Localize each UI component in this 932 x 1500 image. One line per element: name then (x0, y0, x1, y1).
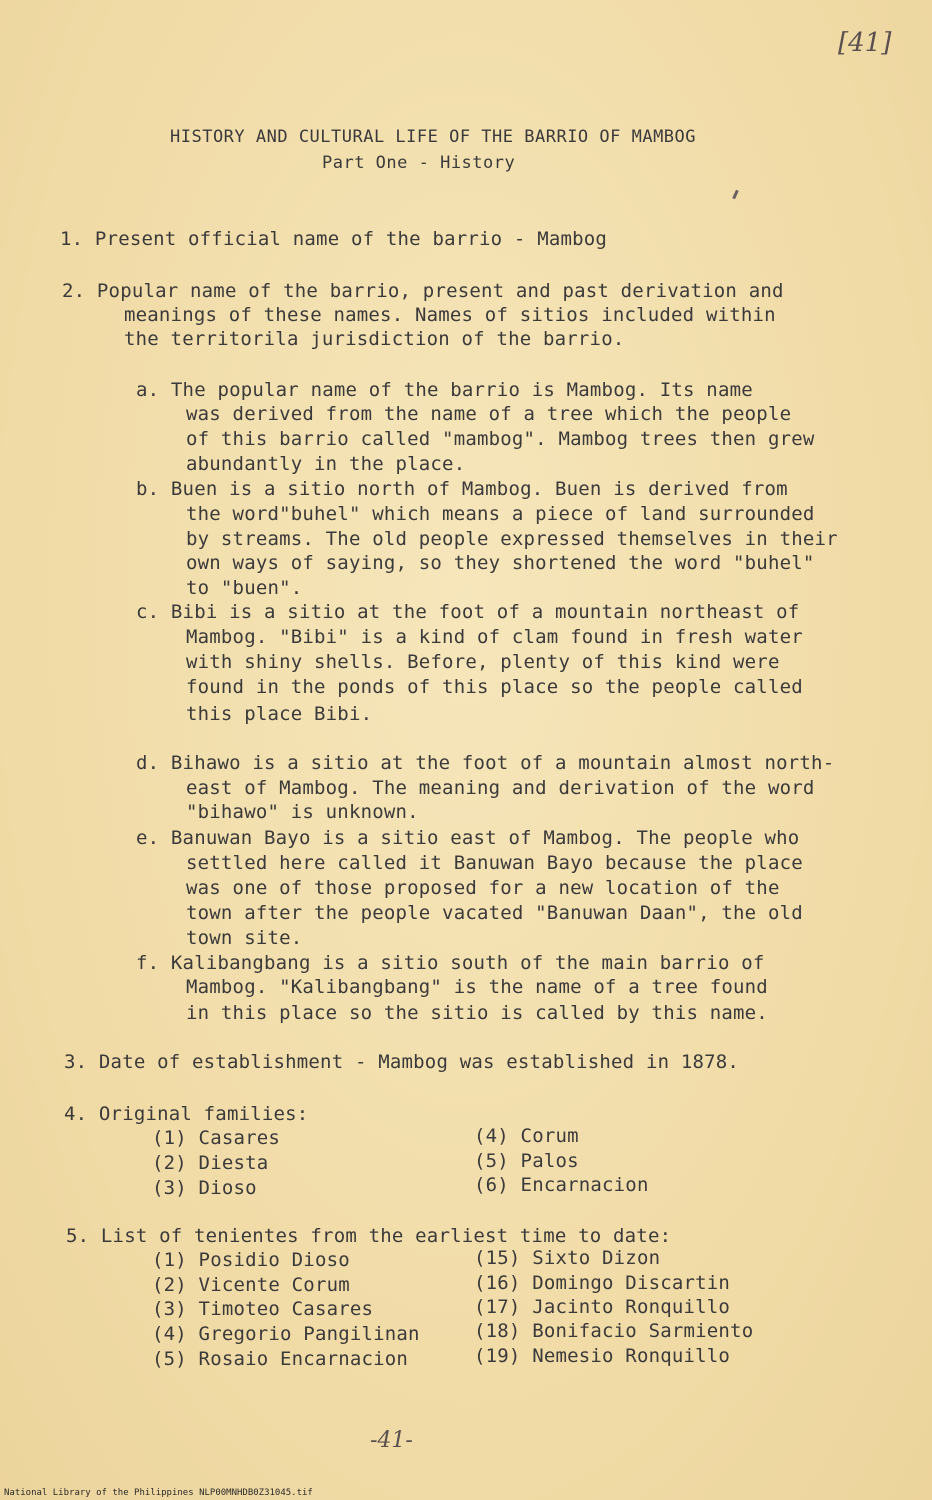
archive-footer: National Library of the Philippines NLP00MNHDB0Z31045.tif (4, 1488, 313, 1498)
item-4-heading: 4. Original families: (64, 1103, 309, 1125)
handwritten-page-mark: [41] (838, 28, 892, 58)
family-6: (6) Encarnacion (474, 1174, 649, 1196)
family-1: (1) Casares (152, 1127, 281, 1149)
item-c-line-4: found in the ponds of this place so the people called (186, 676, 803, 698)
item-a-line-4: abundantly in the place. (186, 453, 466, 475)
item-b-line-2: the word"buhel" which means a piece of land surrounded (186, 503, 815, 525)
item-a-line-1: a. The popular name of the barrio is Mambog. Its name (136, 379, 753, 401)
family-2: (2) Diesta (152, 1152, 269, 1174)
item-2-line-1: 2. Popular name of the barrio, present and past derivation and (62, 280, 784, 302)
item-c-line-2: Mambog. "Bibi" is a kind of clam found in fresh water (186, 626, 803, 648)
item-3: 3. Date of establishment - Mambog was established in 1878. (64, 1051, 740, 1073)
item-2-line-2: meanings of these names. Names of sitios included within (124, 304, 776, 326)
item-f-line-3: in this place so the sitio is called by this name. (186, 1002, 768, 1024)
item-5-heading: 5. List of tenientes from the earliest time to date: (66, 1225, 672, 1247)
item-f-line-1: f. Kalibangbang is a sitio south of the main barrio of (136, 952, 765, 974)
teniente-3: (3) Timoteo Casares (152, 1298, 374, 1320)
item-d-line-3: "bihawo" is unknown. (186, 801, 419, 823)
teniente-16: (16) Domingo Discartin (474, 1272, 731, 1294)
teniente-19: (19) Nemesio Ronquillo (474, 1345, 731, 1367)
item-f-line-2: Mambog. "Kalibangbang" is the name of a tree found (186, 976, 768, 998)
item-b-line-1: b. Buen is a sitio north of Mambog. Buen is derived from (136, 478, 788, 500)
item-c-line-5: this place Bibi. (186, 703, 373, 725)
document-subtitle: Part One - History (322, 153, 516, 173)
item-d-line-1: d. Bihawo is a sitio at the foot of a mountain almost north- (136, 752, 835, 774)
item-c-line-3: with shiny shells. Before, plenty of this kind were (186, 651, 780, 673)
family-4: (4) Corum (474, 1125, 579, 1147)
item-b-line-3: by streams. The old people expressed themselves in their (186, 528, 838, 550)
item-e-line-1: e. Banuwan Bayo is a sitio east of Mambog. The people who (136, 827, 800, 849)
family-3: (3) Dioso (152, 1177, 257, 1199)
item-e-line-5: town site. (186, 927, 303, 949)
ink-speck (732, 190, 739, 199)
item-b-line-5: to "buen". (186, 577, 303, 599)
item-a-line-3: of this barrio called "mambog". Mambog trees then grew (186, 428, 815, 450)
item-e-line-4: town after the people vacated "Banuwan Daan", the old (186, 902, 803, 924)
teniente-1: (1) Posidio Dioso (152, 1249, 350, 1271)
teniente-15: (15) Sixto Dizon (474, 1247, 661, 1269)
teniente-17: (17) Jacinto Ronquillo (474, 1296, 731, 1318)
document-title: HISTORY AND CULTURAL LIFE OF THE BARRIO OF MAMBOG (170, 127, 697, 147)
family-5: (5) Palos (474, 1150, 579, 1172)
item-b-line-4: own ways of saying, so they shortened the word "buhel" (186, 552, 815, 574)
teniente-5: (5) Rosaio Encarnacion (152, 1348, 409, 1370)
teniente-2: (2) Vicente Corum (152, 1274, 350, 1296)
item-c-line-1: c. Bibi is a sitio at the foot of a mountain northeast of (136, 601, 800, 623)
item-1: 1. Present official name of the barrio - Mambog (60, 228, 608, 250)
page-number: -41- (370, 1428, 413, 1453)
item-2-line-3: the territorila jurisdiction of the barrio. (124, 328, 625, 350)
item-e-line-3: was one of those proposed for a new location of the (186, 877, 780, 899)
teniente-4: (4) Gregorio Pangilinan (152, 1323, 420, 1345)
teniente-18: (18) Bonifacio Sarmiento (474, 1320, 754, 1342)
item-a-line-2: was derived from the name of a tree which the people (186, 403, 792, 425)
item-e-line-2: settled here called it Banuwan Bayo because the place (186, 852, 803, 874)
item-d-line-2: east of Mambog. The meaning and derivation of the word (186, 777, 815, 799)
